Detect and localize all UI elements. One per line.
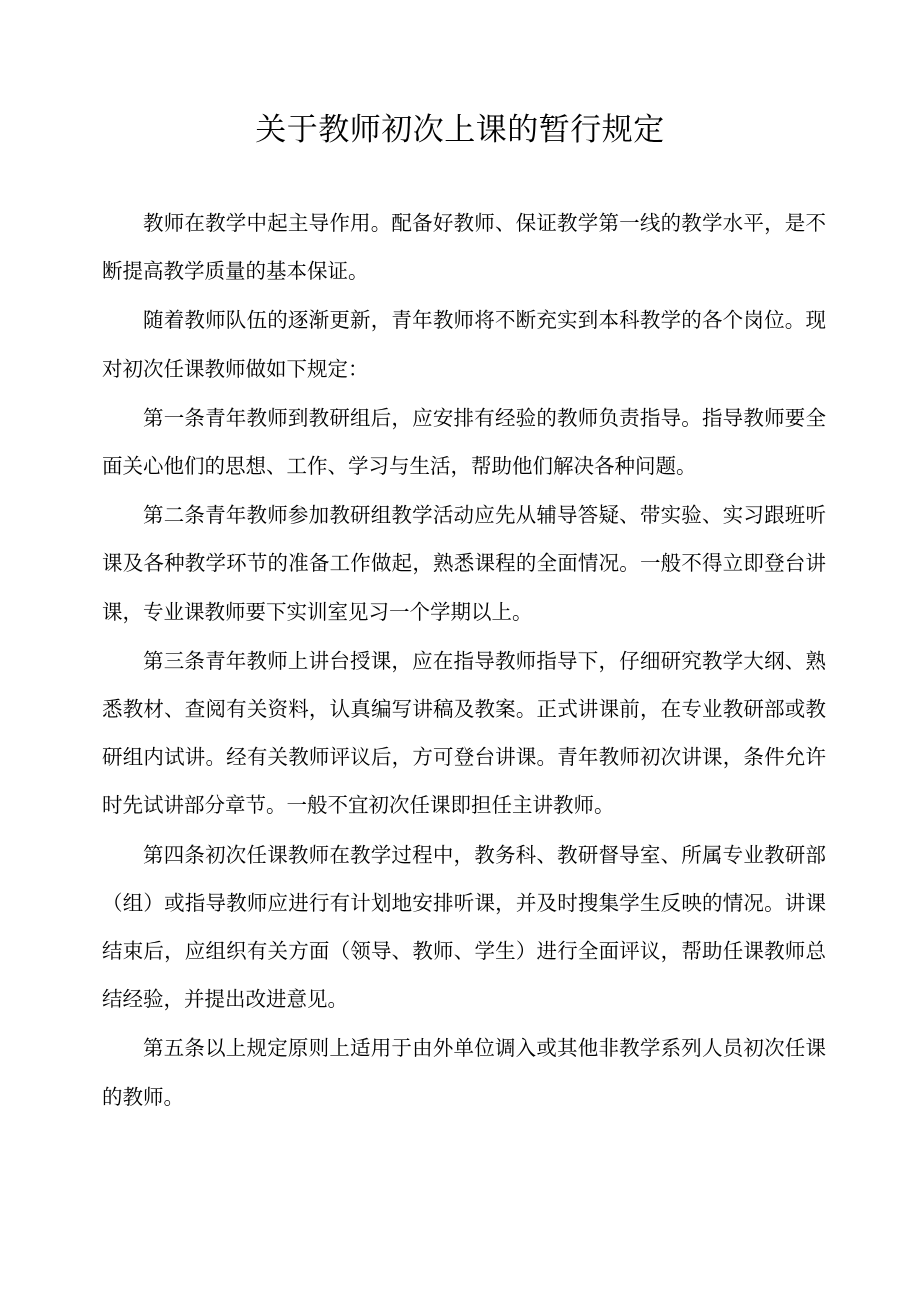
paragraph-article-3: 第三条青年教师上讲台授课，应在指导教师指导下，仔细研究教学大纲、熟悉教材、查阅有关资料，认真编写讲稿及教案。正式讲课前，在专业教研部或教研组内试讲。经有关教师评议后，方可登台讲课。青年教师初次讲课，条件允许时先试讲部分章节。一般不宜初次任课即担任主讲教师。 xyxy=(102,648,826,818)
paragraph-article-4: 第四条初次任课教师在教学过程中，教务科、教研督导室、所属专业教研部（组）或指导教师应进行有计划地安排听课，并及时搜集学生反映的情况。讲课结束后，应组织有关方面（领导、教师、学生）进行全面评议，帮助任课教师总结经验，并提出改进意见。 xyxy=(102,842,826,1012)
document-body xyxy=(102,199,826,1122)
paragraph-article-2: 第二条青年教师参加教研组教学活动应先从辅导答疑、带实验、实习跟班听课及各种教学环节的准备工作做起，熟悉课程的全面情况。一般不得立即登台讲课，专业课教师要下实训室见习一个学期以上。 xyxy=(102,503,826,624)
paragraph-article-5: 第五条以上规定原则上适用于由外单位调入或其他非教学系列人员初次任课的教师。 xyxy=(102,1036,826,1109)
document-title: 关于教师初次上课的暂行规定 xyxy=(255,112,665,148)
paragraph-article-1: 第一条青年教师到教研组后，应安排有经验的教师负责指导。指导教师要全面关心他们的思想、工作、学习与生活，帮助他们解决各种问题。 xyxy=(102,405,826,479)
paragraph-intro: 教师在教学中起主导作用。配备好教师、保证教学第一线的教学水平，是不断提高教学质量的基本保证。 xyxy=(102,211,826,284)
paragraph-background: 随着教师队伍的逐渐更新，青年教师将不断充实到本科教学的各个岗位。现对初次任课教师做如下规定： xyxy=(102,308,826,381)
